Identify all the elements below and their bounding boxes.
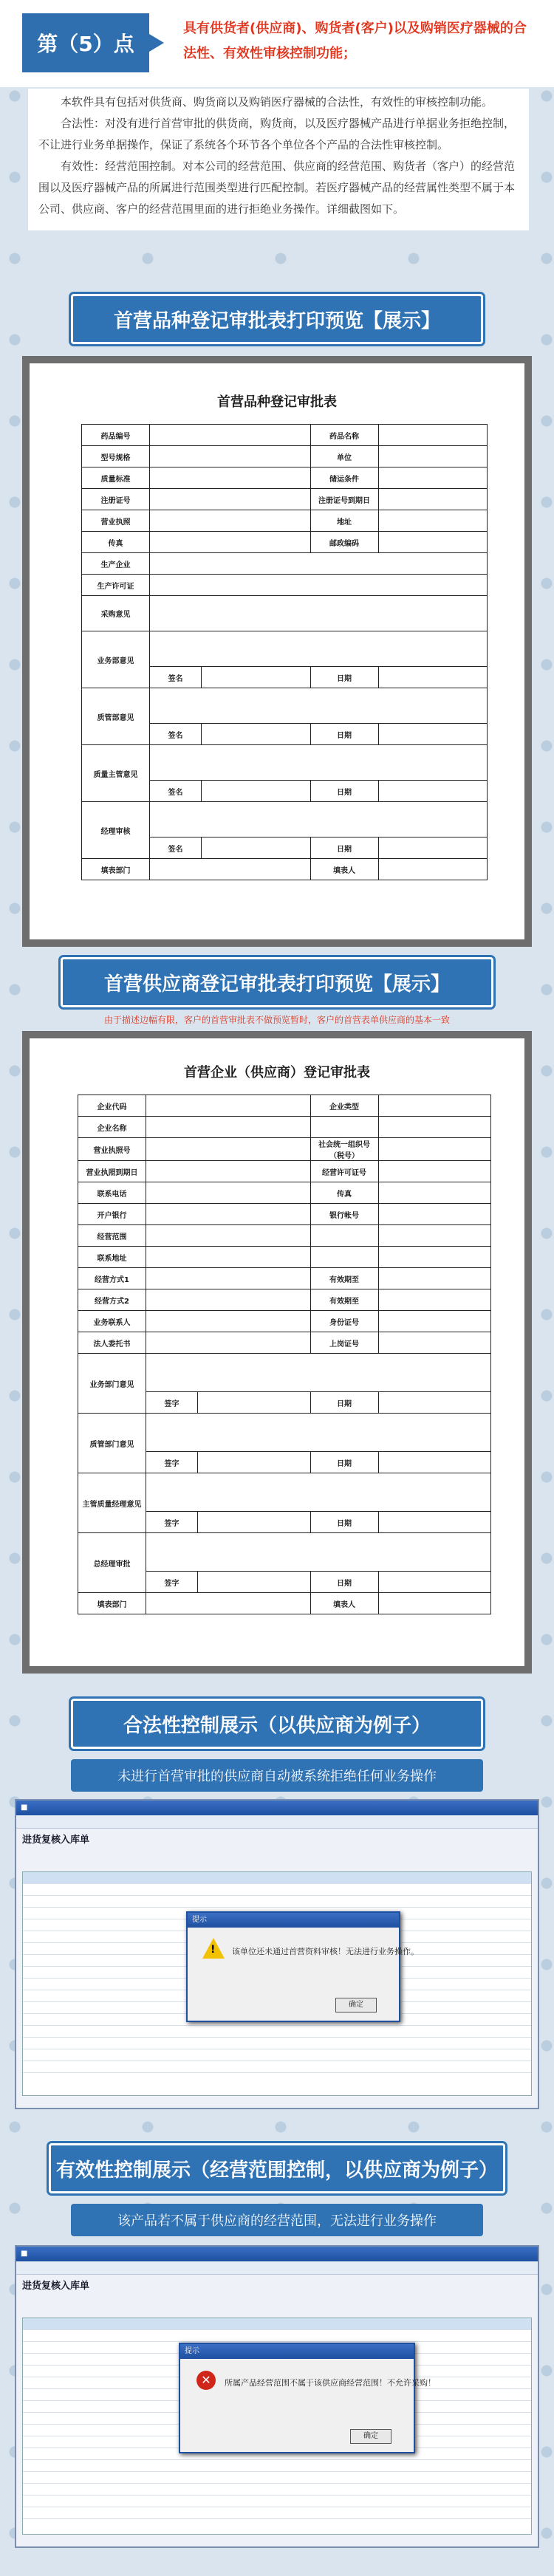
ok-button[interactable]: 确定 (350, 2429, 391, 2444)
table-cell: 质量标准 (82, 467, 150, 489)
table-cell: 填表人 (310, 859, 378, 880)
table-cell: 有效期至 (310, 1289, 378, 1311)
intro-text (28, 89, 529, 230)
table-cell: 社会统一组织号（税号） (310, 1138, 378, 1161)
table-row (82, 575, 488, 596)
window-heading: 进货复核入库单 (22, 2281, 90, 2292)
table-cell (378, 532, 488, 553)
table-row (82, 688, 488, 724)
table-cell (378, 1289, 491, 1311)
table-row (78, 1268, 491, 1289)
table-cell (150, 510, 311, 532)
point-badge: 第（5）点 (22, 13, 149, 72)
table-row (78, 1593, 491, 1614)
table-cell: 日期 (310, 1512, 378, 1533)
table-cell (198, 1392, 311, 1414)
table-cell: 日期 (310, 1452, 378, 1473)
table-row (82, 553, 488, 575)
table-cell: 质管部门意见 (78, 1414, 146, 1473)
table-cell: 经营方式1 (78, 1268, 146, 1289)
table-row (78, 1095, 491, 1117)
table-cell: 传真 (82, 532, 150, 553)
table-cell (378, 1332, 491, 1354)
table-cell: 填表部门 (78, 1593, 146, 1614)
table-cell: 开户银行 (78, 1204, 146, 1225)
alert-dialog (179, 2343, 436, 2453)
table-row (78, 1225, 491, 1247)
section-banner: 合法性控制展示（以供应商为例子） (71, 1699, 483, 1749)
grid-row[interactable] (23, 2049, 531, 2061)
header (0, 0, 554, 87)
table-cell (378, 1117, 491, 1138)
table-cell: 单位 (310, 446, 378, 467)
table-row (82, 596, 488, 631)
table-cell: 签字 (146, 1512, 198, 1533)
table-cell (378, 425, 488, 446)
table-cell (146, 1414, 491, 1452)
table-cell (378, 1182, 491, 1204)
grid-row[interactable] (23, 2472, 531, 2484)
grid-row[interactable] (23, 2038, 531, 2049)
table-cell: 企业名称 (78, 1117, 146, 1138)
table-cell (146, 1533, 491, 1572)
table-cell (378, 1392, 491, 1414)
table-row (82, 467, 488, 489)
table-cell (150, 532, 311, 553)
table-cell (150, 745, 488, 781)
form-title: 首营企业（供应商）登记审批表 (184, 1065, 370, 1080)
table-cell: 注册证号 (82, 489, 150, 510)
table-row (78, 1533, 491, 1572)
table-cell: 联系地址 (78, 1247, 146, 1268)
table-cell: 填表人 (310, 1593, 378, 1614)
grid-row[interactable] (23, 1896, 531, 1908)
table-row (82, 532, 488, 553)
table-row (78, 1289, 491, 1311)
section-banner: 有效性控制展示（经营范围控制，以供应商为例子） (49, 2143, 505, 2193)
intro-paragraph: 本软件具有包括对供货商、购货商以及购销医疗器械的合法性，有效性的审核控制功能。 (61, 95, 493, 109)
table-cell (150, 631, 488, 667)
table-cell (378, 446, 488, 467)
form-title: 首营品种登记审批表 (217, 394, 337, 410)
grid-row[interactable] (23, 2330, 531, 2342)
table-cell (150, 688, 488, 724)
table-row (78, 1204, 491, 1225)
section-subtitle: 该产品若不属于供应商的经营范围，无法进行业务操作 (71, 2204, 483, 2236)
table-cell (378, 667, 488, 688)
table-row (78, 1182, 491, 1204)
table-row (78, 1247, 491, 1268)
table-cell: 营业执照 (82, 510, 150, 532)
intro-paragraph: 有效性：经营范围控制。对本公司的经营范围、供应商的经营范围、购货者（客户）的经营范围以及医疗器械产品的所属进行范围类型进行匹配控制。若医疗器械产品的经营属性类型不属于本公司、供应商、客户的经营范围里面的进行拒绝业务操作。详细截图如下。 (38, 160, 516, 216)
table-cell (378, 1572, 491, 1593)
table-cell (146, 1225, 311, 1247)
table-cell: 型号规格 (82, 446, 150, 467)
table-cell (378, 859, 488, 880)
table-cell: 药品编号 (82, 425, 150, 446)
table-cell (198, 1512, 311, 1533)
table-cell (150, 802, 488, 837)
table-cell: 地址 (310, 510, 378, 532)
table-cell (146, 1161, 311, 1182)
table-cell (150, 575, 488, 596)
table-cell: 上岗证号 (310, 1332, 378, 1354)
table-cell: 营业执照号 (78, 1138, 146, 1161)
table-cell (146, 1182, 311, 1204)
table-cell: 传真 (310, 1182, 378, 1204)
table-cell (378, 724, 488, 745)
table-cell: 签字 (146, 1572, 198, 1593)
table-cell: 经理审核 (82, 802, 150, 859)
app-screenshot (15, 1799, 539, 2109)
dialog-message: 所属产品经营范围不属于该供应商经营范围！不允许采购！ (225, 2378, 436, 2388)
grid-row[interactable] (23, 2061, 531, 2073)
grid-row[interactable] (23, 1884, 531, 1896)
table-cell (202, 667, 311, 688)
alert-dialog (186, 1911, 419, 2022)
table-cell (202, 724, 311, 745)
grid-header (23, 1872, 531, 1884)
table-cell: 企业代码 (78, 1095, 146, 1117)
window-toolbar (16, 2261, 538, 2275)
table-cell (378, 1138, 491, 1161)
table-cell: 企业类型 (310, 1095, 378, 1117)
table-cell: 有效期至 (310, 1268, 378, 1289)
table-cell (378, 1593, 491, 1614)
table-cell: 联系电话 (78, 1182, 146, 1204)
table-cell: 主管质量经理意见 (78, 1473, 146, 1533)
grid-row[interactable] (23, 2496, 531, 2507)
table-cell: 总经理审批 (78, 1533, 146, 1593)
table-cell (150, 553, 488, 575)
table-row (82, 446, 488, 467)
table-cell (378, 510, 488, 532)
table-cell (150, 859, 311, 880)
table-cell (146, 1095, 311, 1117)
table-cell (198, 1572, 311, 1593)
table-cell (378, 781, 488, 802)
table-cell: 业务部门意见 (78, 1354, 146, 1414)
intro-paragraph: 合法性：对没有进行首营审批的供货商，购货商，以及医疗器械产品进行单据业务拒绝控制，不让进行业务单据操作，保证了系统各个环节各个单位各个产品的合法性审核控制。 (38, 117, 516, 151)
table-cell (378, 1225, 491, 1247)
table-cell: 签字 (146, 1452, 198, 1473)
table-cell: 质管部意见 (82, 688, 150, 745)
table-cell (378, 1268, 491, 1289)
table-row (82, 489, 488, 510)
table-cell: 储运条件 (310, 467, 378, 489)
table-cell: 身份证号 (310, 1311, 378, 1332)
table-row (82, 510, 488, 532)
table-cell (146, 1311, 311, 1332)
table-row (78, 1332, 491, 1354)
table-cell (146, 1354, 491, 1392)
table-cell: 经营许可证号 (310, 1161, 378, 1182)
table-cell: 签名 (150, 837, 202, 859)
table-row (82, 745, 488, 781)
table-cell: 签名 (150, 781, 202, 802)
header-title: 具有供货者(供应商)、购货者(客户)以及购销医疗器械的合法性、有效性审核控制功能； (183, 21, 527, 61)
table-cell: 经营范围 (78, 1225, 146, 1247)
table-cell (146, 1117, 311, 1138)
table-cell (146, 1138, 311, 1161)
table-cell: 日期 (310, 724, 378, 745)
table-cell: 签名 (150, 724, 202, 745)
dialog-message: 该单位还未通过首营资料审核！无法进行业务操作。 (232, 1947, 419, 1956)
table-cell: 注册证号到期日 (310, 489, 378, 510)
table-cell (378, 1512, 491, 1533)
window-titlebar: ■ (16, 2247, 538, 2261)
window-toolbar (16, 1815, 538, 1829)
window-heading: 进货复核入库单 (22, 1835, 90, 1846)
table-cell (146, 1289, 311, 1311)
table-cell (378, 1204, 491, 1225)
table-cell (378, 837, 488, 859)
supplier-form-table (78, 1095, 491, 1614)
window-titlebar: ■ (16, 1801, 538, 1815)
table-cell (146, 1473, 491, 1512)
app-screenshot (15, 2245, 539, 2548)
table-cell (310, 1247, 378, 1268)
grid-row[interactable] (23, 2507, 531, 2519)
table-cell (146, 1268, 311, 1289)
table-row (78, 1414, 491, 1452)
table-cell (378, 1161, 491, 1182)
table-cell: 日期 (310, 667, 378, 688)
grid-row[interactable] (23, 2026, 531, 2038)
table-cell (150, 446, 311, 467)
table-cell (202, 837, 311, 859)
table-cell (150, 467, 311, 489)
table-row (82, 859, 488, 880)
table-cell (378, 467, 488, 489)
table-cell: 签名 (150, 667, 202, 688)
grid-row[interactable] (23, 2460, 531, 2472)
variety-form-paper (22, 356, 532, 947)
section-note: 由于描述边幅有限，客户的首营审批表不做预览暂时，客户的首营表单供应商的基本一致 (103, 1015, 450, 1025)
table-cell (378, 1247, 491, 1268)
table-cell (198, 1452, 311, 1473)
table-cell (378, 1311, 491, 1332)
grid-row[interactable] (23, 2484, 531, 2496)
table-cell (378, 489, 488, 510)
table-cell (146, 1332, 311, 1354)
table-cell: 日期 (310, 837, 378, 859)
ok-button[interactable]: 确定 (335, 1998, 377, 2012)
table-cell: 采购意见 (82, 596, 150, 631)
table-cell: 质量主管意见 (82, 745, 150, 802)
table-cell: 营业执照到期日 (78, 1161, 146, 1182)
table-cell (150, 596, 488, 631)
warning-icon: ! (202, 1938, 225, 1959)
table-row (78, 1117, 491, 1138)
table-cell (310, 1117, 378, 1138)
table-cell: 生产许可证 (82, 575, 150, 596)
table-cell (378, 1452, 491, 1473)
table-cell: 经营方式2 (78, 1289, 146, 1311)
error-icon: ✕ (196, 2371, 216, 2390)
table-row (82, 802, 488, 837)
table-cell (146, 1247, 311, 1268)
table-cell: 邮政编码 (310, 532, 378, 553)
table-cell: 日期 (310, 781, 378, 802)
table-row (78, 1354, 491, 1392)
table-cell (150, 425, 311, 446)
grid-header (23, 2318, 531, 2330)
table-cell (146, 1204, 311, 1225)
table-cell: 填表部门 (82, 859, 150, 880)
table-cell: 业务联系人 (78, 1311, 146, 1332)
table-cell: 法人委托书 (78, 1332, 146, 1354)
table-cell: 日期 (310, 1572, 378, 1593)
table-cell (310, 1225, 378, 1247)
supplier-form-paper (22, 1031, 532, 1674)
table-cell (378, 1095, 491, 1117)
dialog-titlebar: 提示 (180, 2344, 414, 2359)
table-cell (202, 781, 311, 802)
table-cell (146, 1593, 311, 1614)
table-row (82, 425, 488, 446)
table-row (78, 1138, 491, 1161)
section-subtitle: 未进行首营审批的供应商自动被系统拒绝任何业务操作 (71, 1759, 483, 1792)
section-banner: 首营供应商登记审批表打印预览【展示】 (61, 957, 493, 1007)
table-cell (150, 489, 311, 510)
table-row (78, 1311, 491, 1332)
section-banner: 首营品种登记审批表打印预览【展示】 (71, 294, 483, 344)
variety-form-table (81, 424, 488, 880)
table-cell: 药品名称 (310, 425, 378, 446)
table-cell: 生产企业 (82, 553, 150, 575)
dialog-titlebar: 提示 (188, 1913, 399, 1928)
table-row (82, 631, 488, 667)
table-row (78, 1473, 491, 1512)
table-cell: 银行帐号 (310, 1204, 378, 1225)
table-cell: 业务部意见 (82, 631, 150, 688)
table-cell: 日期 (310, 1392, 378, 1414)
table-cell: 签字 (146, 1392, 198, 1414)
table-row (78, 1161, 491, 1182)
